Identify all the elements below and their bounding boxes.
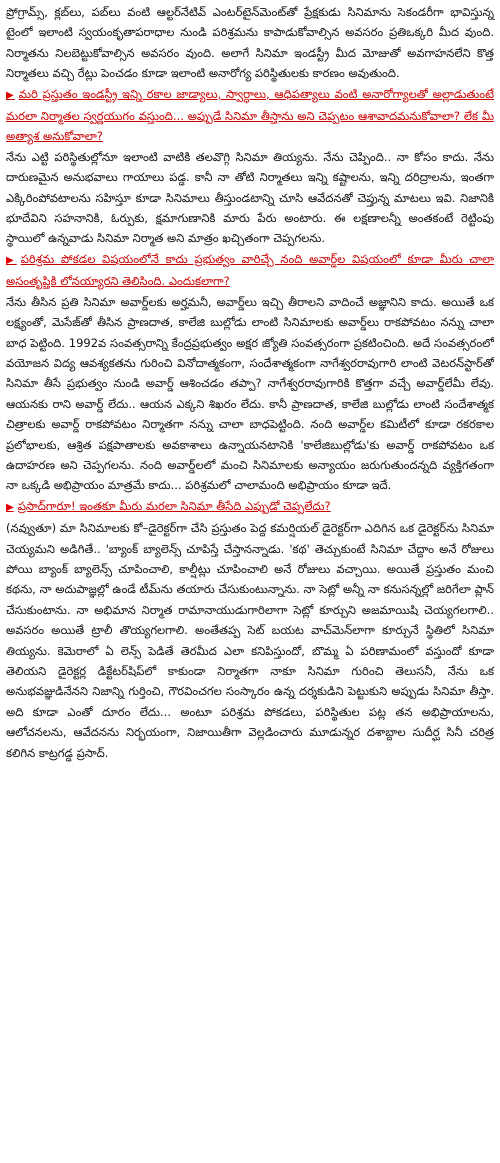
- question-2: [6, 249, 494, 292]
- triangle-bullet-icon: ▶: [6, 501, 14, 513]
- triangle-bullet-icon: ▶: [6, 254, 17, 266]
- paragraph-3: నేను తీసిన ప్రతి సినిమా అవార్డ్‌లకు అర్హమనీ, అవార్డ్‌లు ఇచ్చి తీరాలని వాదించే అజ్ఞానిని కాదు. అయితే ఒక లక్ష్యంతో, మెసేజ్‌తో తీసిన ప్రాణదాత, కాలేజి బుల్లోడు లాంటి సినిమాలకు అవార్డ్‌లు రాకపోవటం నన్ను చాలా బాధ పెట్టింది. 1992వ సంవత్సరాన్ని కేంద్రప్రభుత్వం అక్షర జ్యోతి సంవత్సరంగా ప్రకటించింది. అదే సంవత్సరంలో వయోజన విద్య ఆవశ్యకతను గురించి వినోదాత్మకంగా, సందేశాత్మకంగా నాగేశ్వరరావుగారి లాంటి వెటరన్‌స్టార్‌తో సినిమా తీసే ప్రభుత్వం నుండి అవార్డ్ ఆశించడం తప్పా? నాగేశ్వరరావుగారికి కొత్తగా వచ్చే అవార్డ్‌లేమీ లేవు. ఆయనకు రాని అవార్డ్ లేదు.. ఆయన ఎక్కని శిఖరం లేదు. కానీ ప్రాణదాత, కాలేజి బుల్లోడు లాంటి సందేశాత్మక చిత్రాలకు అవార్డ్ రాకపోవటం నిర్మాతగా నన్ను చాలా బాధపెట్టింది. నంది అవార్డ్‌ల కమిటీలో కూడా రకరకాల ప్రలోభాలకు, ఆశ్రిత పక్షపాతాలకు అవకాశాలు ఉన్నాయనటానికి 'కాలేజిబుల్లోడు'కు అవార్డ్ రాకపోవటం ఒక ఉదాహరణ అని చెప్పగలను. నంది అవార్డ్‌లలో మంచి సినిమాలకు అన్యాయం జరుగుతుందన్నది వ్యక్తిగతంగా నా ఒక్కడి అభిప్రాయం మాత్రమే కాదు... పరిశ్రమలో చాలామంది అభిప్రాయం కూడా ఇదే.: [6, 294, 494, 493]
- question-3: [6, 496, 494, 518]
- paragraph-4: (నవ్వుతూ) మా సినిమాలకు కో–డైరెక్టర్‌గా చేసి ప్రస్తుతం పెద్ద కమర్షియల్ డైరెక్టర్‌గా ఎదిగిన ఒక డైరెక్టర్‌ను సినిమా చెయ్యమని అడిగితే.. 'బ్యాంక్ బ్యాలెన్స్ చూపిస్తే చేస్తానన్నాడు. 'కథ' తెచ్చుకుంటే సినిమా చేద్దాం అనే రోజులు పోయి బ్యాంక్ బ్యాలెన్స్ చూపించాలి, కాల్షీట్లు చూపించాలి అనే రోజులు వచ్చాయి. అయితే ప్రస్తుతం మంచి కథను, నా అదుపాజ్ఞల్లో ఉండే టీమ్‌ను తయారు చేసుకుంటున్నాను. నా సెట్లో అన్నీ నా కనుసన్నల్లో జరిగేలా ప్లాన్ చేసుకుంటాను. నా అభిమాన నిర్మాత రామానాయుడుగారిలాగా సెట్లో కూర్చుని అజమాయిషి చెయ్యగలగాలి.. అవసరం అయితే ట్రాలీ తొయ్యగలగాలి. అంతేతప్ప సెట్ బయట వాచ్‌మెన్‌లాగా కూర్చునే స్థితిలో సినిమా తియ్యను. కెమెరాలో ఏ లెన్స్ పెడితే తెరమీద ఎలా కనిపిస్తుందో, బొమ్మ ఏ పరిణామంలో వస్తుందో కూడా తెలియని డైరెక్టర్ల డిక్టేటర్‌షిప్‌లో కాకుండా నిర్మాతగా నాకూ సినిమా గురించి తెలుసనీ, నేను ఒక అనుభవజ్ఞుడినేనని నిజాన్ని గుర్తించి, గౌరవించగల సంస్కారం ఉన్న దర్శకుడిని పెట్టుకుని అప్పుడు సినిమా తీస్తా. అది కూడా ఎంతో దూరం లేదు... అంటూ పరిశ్రమ పోకడలు, పరిస్థితుల పట్ల తన అభిప్రాయాలను, ఆలోచనలను, ఆవేదనను నిర్భయంగా, నిజాయితీగా వెల్లడించారు మూడున్నర దశాబ్దాల సుదీర్ఘ సినీ చరిత్ర కలిగిన కాట్రగడ్డ ప్రసాద్.: [6, 521, 494, 760]
- question-1-text: మరి ప్రస్తుతం ఇండస్ట్రీ ఇన్ని రకాల జాడ్యాలు, స్వార్ధాలు, ఆధిపత్యాలు వంటి అనారోగ్యాలతో అల్లాడుతుంటే మరలా నిర్మాతల స్వర్ణయుగం వస్తుంది... అప్పుడే సినిమా తీస్తాను అని చెప్పటం ఆశావాదమనుకోవాలా? లేక మీ అత్యాశ అనుకోవాలా?: [6, 86, 494, 144]
- paragraph-1: ప్రోగ్రామ్స్‌, క్లబ్‌లు, పబ్‌లు వంటి ఆల్టర్‌నేటివ్‌ ఎంటర్‌టైన్‌మెంట్‌తో ప్రేక్షకుడు సినిమాను సెకండరీగా భావిస్తున్న టైంలో ఇలాంటి స్వయంకృతాపరాధాల నుండి పరిశ్రమను కాపాడుకోవాల్సిన అవసరం ప్రతిఒక్కరి మీద వుంది. నిర్మాతను నిలబెట్టుకోవాల్సిన అవసరం వుంది. అలాగే సినిమా ఇండస్ట్రీ మీద మోజుతో అవగాహనలేని కొత్త నిర్మాతలు వచ్చి రేట్లు పెంచడం కూడా ఇలాంటి అనారోగ్య పరిస్థితులకు కారణం అవుతుంది.: [6, 5, 494, 81]
- question-1: [6, 84, 494, 147]
- question-3-text: ప్రసాద్‌గారూ! ఇంతకూ మీరు మరలా సినిమా తీసేది ఎప్పుడో చెప్పలేదు?: [17, 498, 331, 513]
- question-2-text: పరిశ్రమ పోకడల విషయంలోనే కాదు ప్రభుత్వం వారిచ్చే నంది అవార్డ్‌ల విషయంలో కూడా మీరు చాలా అసంతృప్తికి లోనయ్యారని తెలిసింది. ఎందుకలాగా?: [6, 251, 494, 289]
- article-body: [6, 2, 494, 763]
- triangle-bullet-icon: ▶: [6, 89, 15, 101]
- paragraph-2: నేను ఎట్టి పరిస్థితుల్లోనూ ఇలాంటి వాటికి తలవొగ్గి సినిమా తియ్యను. నేను చెప్పింది.. నా కోసం కాదు. నేను దారుణమైన అనుభవాలు గాయాలు పడ్డ. కానీ నా తోటి నిర్మాతలు ఇన్ని కష్టాలను, ఇన్ని దరిద్రాలను, ఇంతగా ఎక్కిరింపోవటాలను సహిస్తూ కూడా సినిమాలు తీస్తుండటాన్ని చూసి ఆవేదనతో చెప్తున్న మాటలు ఇవి. నిజానికి భూదేవిని సహనానికి, ఓర్పుకు, క్షమాగుణానికి మారు పేరు అంటారు. ఈ లక్షణాలన్నీ అంతకంటే రెట్టింపు స్థాయిలో ఉన్నవాడు సినిమా నిర్మాత అని మాత్రం ఖచ్చితంగా చెప్పగలను.: [6, 149, 494, 246]
